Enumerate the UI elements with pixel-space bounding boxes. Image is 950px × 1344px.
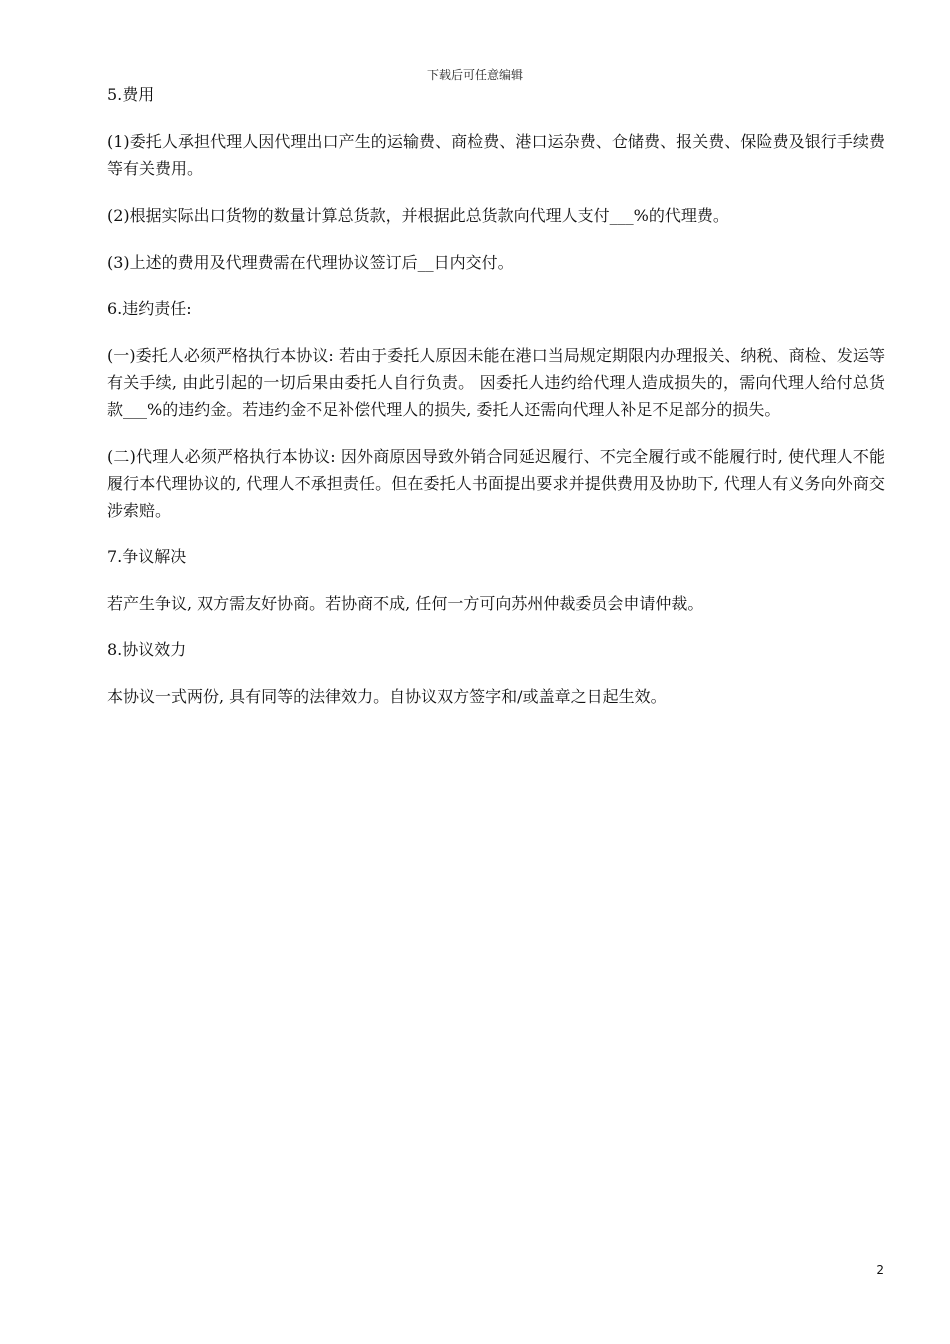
- paragraph-fees-3: (3)上述的费用及代理费需在代理协议签订后__日内交付。: [107, 253, 514, 272]
- section-heading-liability: 6.违约责任:: [107, 299, 192, 318]
- paragraph-liability-2: (二)代理人必须严格执行本协议: 因外商原因导致外销合同延迟履行、不完全履行或不能履行时, 使代理人不能履行本代理协议的, 代理人不承担责任。但在委托人书面提出要求并提供费用及协助下, 代理人有义务向外商交涉索赔。: [107, 447, 885, 520]
- document-body: [107, 82, 885, 730]
- section-heading-dispute: 7.争议解决: [107, 547, 187, 566]
- section-heading-validity: 8.协议效力: [107, 640, 187, 659]
- paragraph-validity: 本协议一式两份, 具有同等的法律效力。自协议双方签字和/或盖章之日起生效。: [107, 687, 667, 706]
- paragraph-fees-2: (2)根据实际出口货物的数量计算总货款，并根据此总货款向代理人支付___%的代理费。: [107, 206, 729, 225]
- section-heading-fees: 5.费用: [107, 85, 155, 104]
- paragraph-liability-1: (一)委托人必须严格执行本协议: 若由于委托人原因未能在港口当局规定期限内办理报关、纳税、商检、发运等有关手续, 由此引起的一切后果由委托人自行负责。 因委托人违约给代理人造成损失的，需向代理人给付总货款___%的违约金。若违约金不足补偿代理人的损失, 委托人还需向代理人补足不足部分的损失。: [107, 346, 885, 419]
- paragraph-fees-1: (1)委托人承担代理人因代理出口产生的运输费、商检费、港口运杂费、仓储费、报关费、保险费及银行手续费等有关费用。: [107, 132, 885, 178]
- paragraph-dispute: 若产生争议, 双方需友好协商。若协商不成, 任何一方可向苏州仲裁委员会申请仲裁。: [107, 594, 704, 613]
- header-note: 下载后可任意编辑: [426, 68, 523, 82]
- page-number: 2: [876, 1263, 884, 1277]
